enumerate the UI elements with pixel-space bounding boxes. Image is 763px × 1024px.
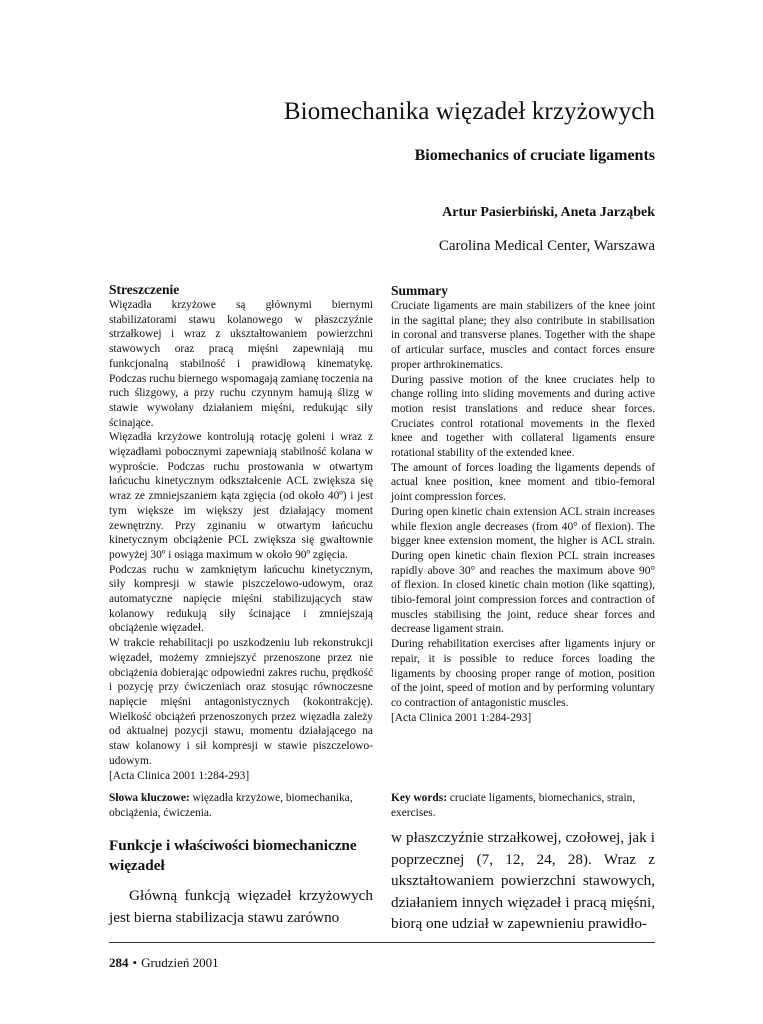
keywords-polish	[109, 791, 373, 820]
abstract-english	[391, 283, 655, 725]
section-heading: Funkcje i właściwości biomechaniczne więzadeł	[109, 837, 357, 874]
abstract-polish-paragraph: W trakcie rehabilitacji po uszkodzeniu lub rekonstrukcji więzadeł, możemy zmniejszyć przenoszone przez nie obciążenia dobierając odpowiedni zakres ruchu, prędkość i pozycję przy ćwiczeniach oraz stosując równoczesne napięcie mięśni antagonistycznych (kokontrakcję). Wielkość obciążeń przenoszonych przez więzadła zależy od aktualnej pozycji stawu, momentu działającego na staw kolanowy i sił kompresji w stawie piszczelowo-udowym.	[109, 637, 373, 767]
abstract-polish-paragraph: Więzadła krzyżowe są głównymi biernymi stabilizatorami stawu kolanowego w płaszczyźnie strzałkowej i wraz z ukształtowaniem powierzchni stawowych oraz pracą mięśni zapewniają mu funkcjonalną stabilność i prawidłową kinematykę. Podczas ruchu biernego wspomagają zamianę toczenia na ruch ślizgowy, a przy ruchu czynnym hamują ślizg w stawie wywołany działaniem mięśni, redukując siły ścinające.	[109, 299, 373, 429]
issue-date: Grudzień 2001	[141, 955, 219, 970]
keywords-polish-text: więzadła krzyżowe, biomechanika, obciążenia, ćwiczenia.	[109, 792, 353, 819]
abstract-polish-citation: [Acta Clinica 2001 1:284-293]	[109, 769, 250, 782]
body-text-right: w płaszczyźnie strzałkowej, czołowej, jak i poprzecznej (7, 12, 24, 28). Wraz z ukształtowaniem powierzchni stawowych, działaniem innych więzadeł i pracą mięśni, biorą one udział w zapewnieniu prawidło-	[391, 829, 655, 932]
abstract-english-paragraph: During open kinetic chain extension ACL strain increases while flexion angle decreases (from 40° of flexion). The bigger knee extension moment, the higher is ACL strain. During open kinetic chain flexion PCL strain increases rapidly above 30° and reaches the maximum above 90° of flexion. In closed kinetic chain motion (like sqatting), tibio-femoral joint compression forces and contraction of muscles stabilising the joint, reduce shear forces and decrease ligament strain.	[391, 505, 655, 636]
abstract-english-paragraph: The amount of forces loading the ligaments depends of actual knee position, knee moment and tibio-femoral joint compression forces.	[391, 461, 655, 504]
abstract-polish	[109, 282, 373, 783]
bullet-separator: •	[132, 955, 138, 970]
keywords-polish-label: Słowa kluczowe:	[109, 792, 190, 804]
keywords-english	[391, 791, 655, 820]
body-text-left: Główną funkcją więzadeł krzyżowych jest bierna stabilizacja stawu zarówno	[109, 887, 373, 926]
affiliation: Carolina Medical Center, Warszawa	[438, 238, 655, 254]
abstract-polish-paragraph: Więzadła krzyżowe kontrolują rotację goleni i wraz z więzadłami pobocznymi zapewniają stabilność kolana w wyproście. Podczas ruchu prostowania w otwartym łańcuchu kinetycznym odkształcenie ACL zwiększa się wraz ze zmniejszaniem kąta zgięcia (od około 40º) i jest tym większe im większy jest działający moment zewnętrzny. Przy zginaniu w otwartym łańcuchu kinetycznym obciążenie PCL zwiększa się gwałtownie powyżej 30º i osiąga maximum w około 90º zgięcia.	[109, 431, 373, 561]
keywords-english-label: Key words:	[391, 792, 447, 804]
abstract-english-paragraph: Cruciate ligaments are main stabilizers of the knee joint in the sagittal plane; they also contribute in stabilisation in coronal and transverse planes. Together with the shape of articular surface, muscles and contact forces ensure proper arthrokinematics.	[391, 300, 655, 371]
abstract-english-paragraph: During rehabilitation exercises after ligaments injury or repair, it is possible to reduce forces loading the ligaments by choosing proper range of motion, position of the joint, speed of motion and by performing voluntary co contraction of antagonistic muscles.	[391, 638, 655, 709]
page-footer	[109, 955, 219, 971]
article-title: Biomechanika więzadeł krzyżowych	[283, 98, 655, 125]
footer-divider	[109, 942, 655, 943]
abstract-english-citation: [Acta Clinica 2001 1:284-293]	[391, 711, 532, 724]
abstract-english-paragraph: During passive motion of the knee cruciates help to change rolling into sliding movements and during active motion resist translations and reduce shear forces. Cruciates control rotational movements in the flexed knee and together with collateral ligaments ensure rotational stability of the extended knee.	[391, 373, 655, 460]
abstract-polish-heading: Streszczenie	[109, 282, 180, 297]
article-subtitle: Biomechanics of cruciate ligaments	[414, 147, 655, 164]
abstract-polish-paragraph: Podczas ruchu w zamkniętym łańcuchu kinetycznym, siły kompresji w stawie piszczelowo-udowym, oraz automatyczne napięcie mięśni stabilizujących staw kolanowy redukują siły ścinające i zmniejszają obciążenie więzadeł.	[109, 563, 373, 635]
authors: Artur Pasierbiński, Aneta Jarząbek	[442, 205, 655, 220]
keywords-english-text: cruciate ligaments, biomechanics, strain, exercises.	[391, 792, 636, 819]
page-number: 284	[109, 955, 129, 970]
abstract-english-heading: Summary	[391, 283, 448, 298]
